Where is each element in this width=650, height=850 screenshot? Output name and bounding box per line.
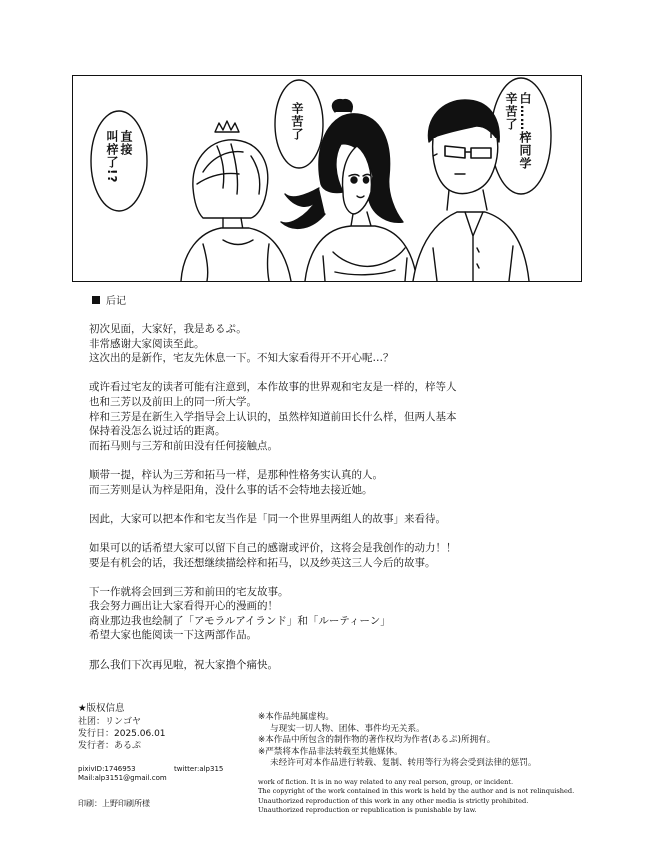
note-line: 未经许可对本作品进行转载、复制、转用等行为将会受到法律的惩罚。 [270,758,537,769]
note-line: ※本作品中所包含的制作物的著作权均为作者(あるぷ)所拥有。 [258,735,496,746]
text-line: 希望大家也能阅读一下这两部作品。 [89,629,257,642]
note-line: 与现实一切人物、团体、事件均无关系。 [270,723,425,734]
afterword-heading [92,292,126,307]
afterword-paragraph [89,541,559,570]
circle-name: 社团：リンゴヤ [78,717,142,727]
afterword-paragraph [89,585,559,643]
manga-panel [72,75,582,282]
text-line: 也和三芳以及前田上的同一所大学。 [89,395,257,408]
text-line: 梓和三芳是在新生入学指导会上认识的，虽然梓知道前田长什么样，但两人基本 [89,410,457,423]
note-line: ※本作品纯属虚构。 [258,712,334,722]
bubble-text-left: 直接 叫梓了!? [105,130,133,184]
text-line: 如果可以的话希望大家可以留下自己的感谢或评价，这将会是我创作的动力！！ [89,541,457,554]
author-contacts [78,765,224,783]
legal-line: The copyright of the work contained in this work is held by the author and is not relinquished. [258,787,575,796]
text-line: 保持着没怎么说过话的距离。 [89,425,226,438]
text-line: 下一作就将会回到三芳和前田的宅友故事。 [89,585,289,598]
afterword-heading-label: 后记 [106,296,126,307]
text-line: 因此，大家可以把本作和宅友当作是「同一个世界里两组人的故事」来看待。 [89,512,446,525]
text-line: 而拓马则与三芳和前田没有任何接触点。 [89,439,278,452]
text-line: 而三芳则是认为梓是阳角，没什么事的话不会特地去接近她。 [89,483,373,496]
legal-notice-english [258,778,574,816]
girl-back-view [181,140,291,281]
bubble-text-right: 白……梓同学 辛苦了 [504,92,532,170]
afterword-paragraph [89,380,559,453]
text-line: 要是有机会的话，我还想继续描绘梓和拓马，以及纱英这三人今后的故事。 [89,556,436,569]
afterword-paragraph [89,512,559,527]
afterword-paragraph [89,322,559,366]
mail-address: Mail:alp3151@gmail.com [78,774,167,782]
legal-line: Unauthorized reproduction or republication is punishable by law. [258,806,477,815]
printer-credit: 印刷：上野印刷所様 [78,799,150,808]
disclaimer-notes [258,712,536,770]
publish-date: 发行日：2025.06.01 [78,729,166,739]
afterword-paragraph [89,658,559,673]
legal-line: Unauthorized reproduction of this work in any other media is strictly prohibited. [258,796,529,805]
text-line: 那么我们下次再见啦，祝大家撸个痛快。 [89,658,278,671]
note-line: ※严禁将本作品非法转载至其他媒体。 [258,746,403,757]
square-bullet-icon [92,296,100,304]
twitter-handle: twitter:alp315 [174,765,224,773]
colophon-title: ★版权信息 [78,703,125,714]
text-line: 我会努力画出让大家看得开心的漫画的！ [89,600,278,613]
text-line: 或许看过宅友的读者可能有注意到，本作故事的世界观和宅友是一样的，梓等人 [89,381,457,394]
bubble-text-middle: 辛苦了 [290,102,304,141]
afterword-body [89,322,559,687]
text-line: 非常感谢大家阅读至此。 [89,337,205,350]
publisher: 发行者：あるぷ [78,741,142,751]
crown-icon [215,121,239,132]
text-line: 这次出的是新作，宅友先休息一下。不知大家看得开不开心呢…？ [89,352,394,365]
text-line: 商业那边我也绘制了「アモラルアイランド」和「ルーティーン」 [89,614,391,627]
pixiv-id: pixivID:1746953 [78,765,136,773]
legal-line: work of fiction. It is in no way related to any real person, group, or incident. [258,778,514,786]
afterword-paragraph [89,468,559,497]
text-line: 顺带一提，梓认为三芳和拓马一样，是那种性格务实认真的人。 [89,468,383,481]
text-line: 初次见面，大家好，我是あるぷ。 [89,323,247,335]
colophon-details [78,716,166,752]
